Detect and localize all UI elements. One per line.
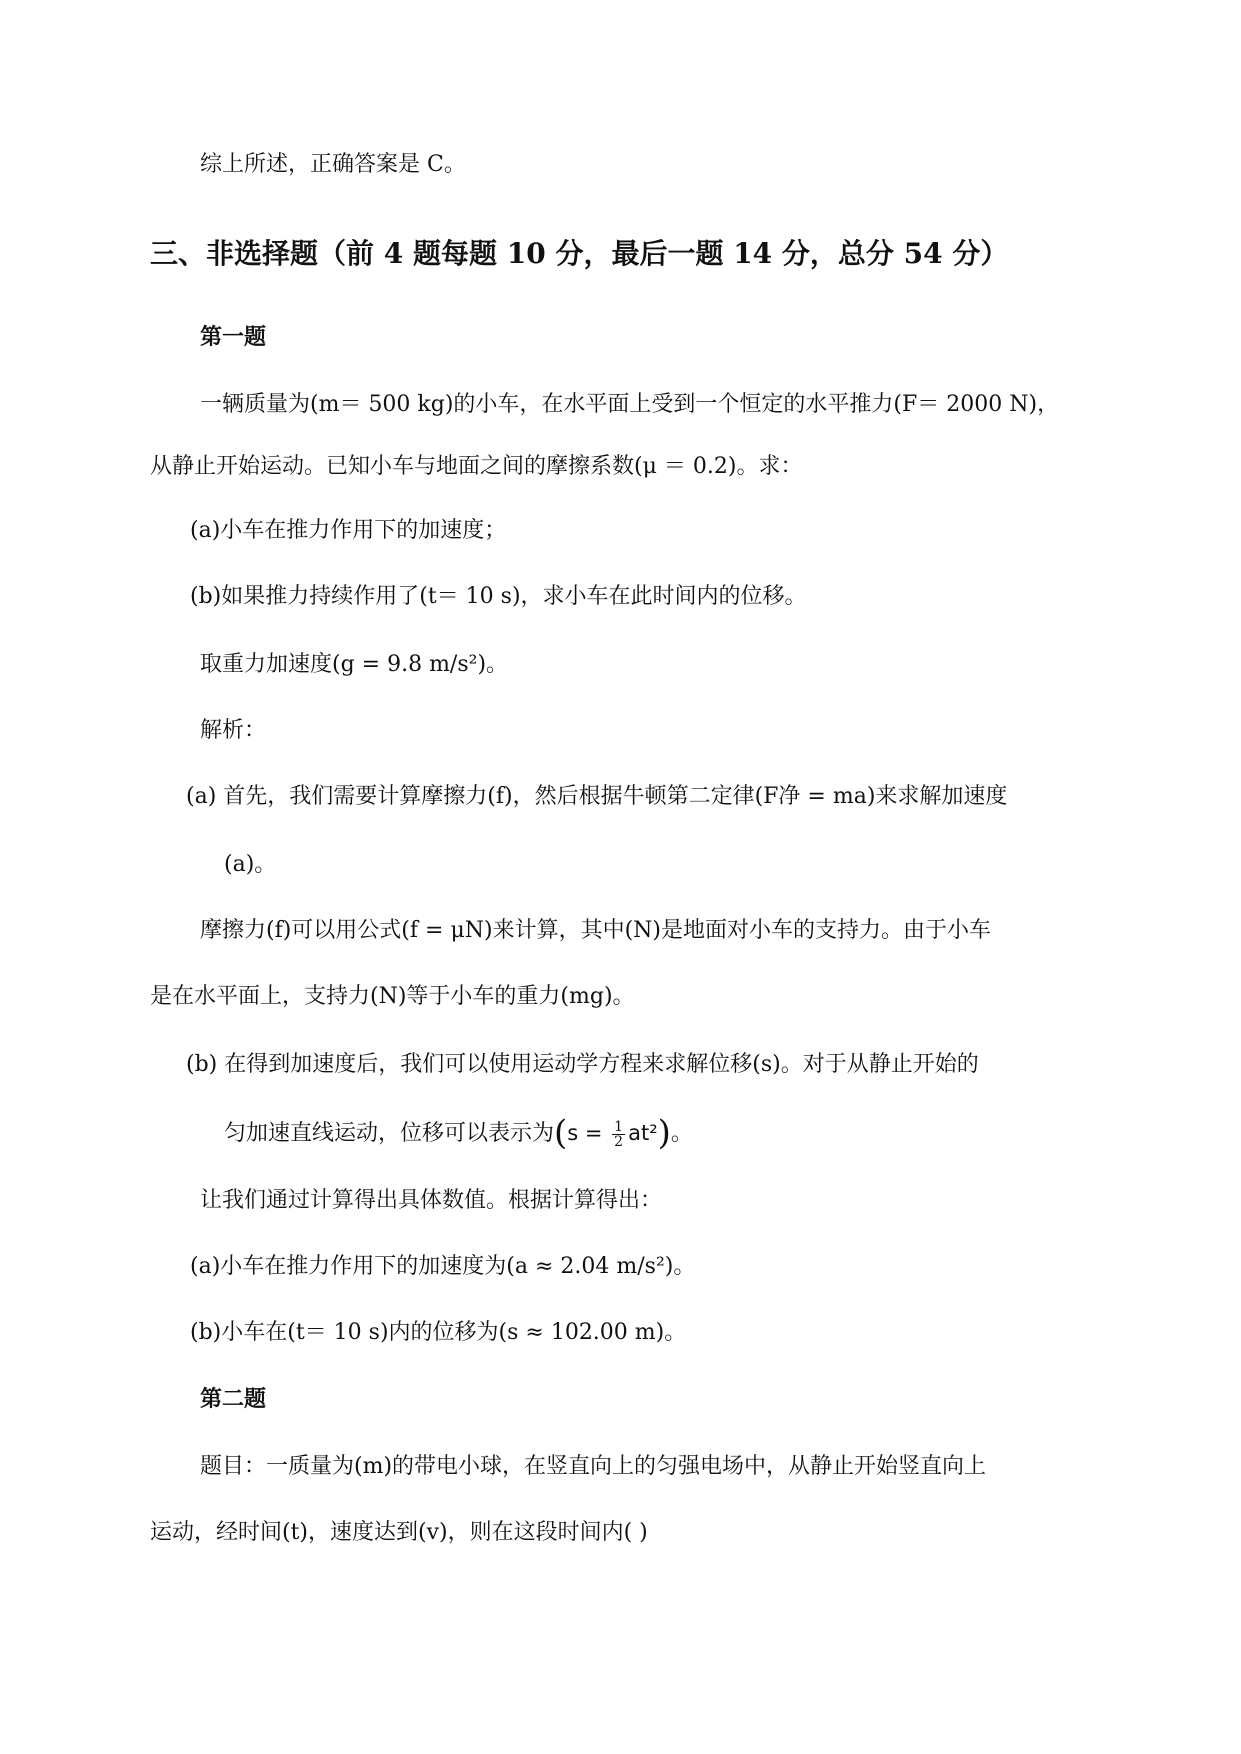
analysis-label: 解析： bbox=[200, 718, 267, 743]
fraction-one-half bbox=[612, 1120, 625, 1149]
friction-explanation-line-1: 摩擦力(f)可以用公式(f = μN)来计算，其中(N)是地面对小车的支持力。由于小车 bbox=[200, 918, 992, 943]
friction-explanation-line-2: 是在水平面上，支持力(N)等于小车的重力(mg)。 bbox=[150, 984, 635, 1009]
fraction-numerator: 1 bbox=[614, 1118, 624, 1135]
question-1-paragraph-line-1: 一辆质量为(m＝ 500 kg)的小车，在水平面上受到一个恒定的水平推力(F＝ 2000 N)， bbox=[200, 392, 1060, 417]
solution-a-line-1: (a) 首先，我们需要计算摩擦力(f)，然后根据牛顿第二定律(F净 = ma)来求解加速度 bbox=[186, 784, 1008, 809]
question-1-paragraph-line-2: 从静止开始运动。已知小车与地面之间的摩擦系数(μ ＝ 0.2)。求： bbox=[150, 454, 803, 479]
section-heading: 三、非选择题（前 4 题每题 10 分，最后一题 14 分，总分 54 分） bbox=[150, 237, 1009, 270]
displacement-formula-rest: at² bbox=[628, 1121, 658, 1145]
question-1-title: 第一题 bbox=[200, 324, 267, 350]
open-paren: ( bbox=[554, 1113, 568, 1153]
solution-a-line-2: (a)。 bbox=[224, 852, 277, 877]
calculation-intro: 让我们通过计算得出具体数值。根据计算得出： bbox=[200, 1188, 663, 1213]
gravity-note: 取重力加速度(g = 9.8 m/s²)。 bbox=[200, 652, 509, 677]
result-a: (a)小车在推力作用下的加速度为(a ≈ 2.04 m/s²)。 bbox=[190, 1254, 696, 1279]
question-2-paragraph-line-1: 题目：一质量为(m)的带电小球，在竖直向上的匀强电场中，从静止开始竖直向上 bbox=[200, 1454, 987, 1479]
close-paren: ) bbox=[657, 1113, 671, 1153]
solution-b-line-2-text: 匀加速直线运动，位移可以表示为 bbox=[224, 1121, 555, 1146]
fraction-denominator: 2 bbox=[614, 1133, 624, 1150]
question-2-paragraph-line-2: 运动，经时间(t)，速度达到(v)，则在这段时间内( ) bbox=[150, 1520, 648, 1545]
displacement-formula-s: s = bbox=[567, 1121, 610, 1145]
solution-b-line-1: (b) 在得到加速度后，我们可以使用运动学方程来求解位移(s)。对于从静止开始的 bbox=[186, 1052, 979, 1077]
result-b: (b)小车在(t＝ 10 s)内的位移为(s ≈ 102.00 m)。 bbox=[190, 1320, 687, 1345]
solution-b-line-2-end: 。 bbox=[670, 1121, 693, 1146]
conclusion-text: 综上所述，正确答案是 C。 bbox=[200, 152, 466, 177]
solution-b-line-2 bbox=[224, 1113, 693, 1153]
question-1-part-b: (b)如果推力持续作用了(t＝ 10 s)，求小车在此时间内的位移。 bbox=[190, 584, 807, 609]
question-1-part-a: (a)小车在推力作用下的加速度； bbox=[190, 518, 507, 543]
question-2-title: 第二题 bbox=[200, 1386, 267, 1412]
